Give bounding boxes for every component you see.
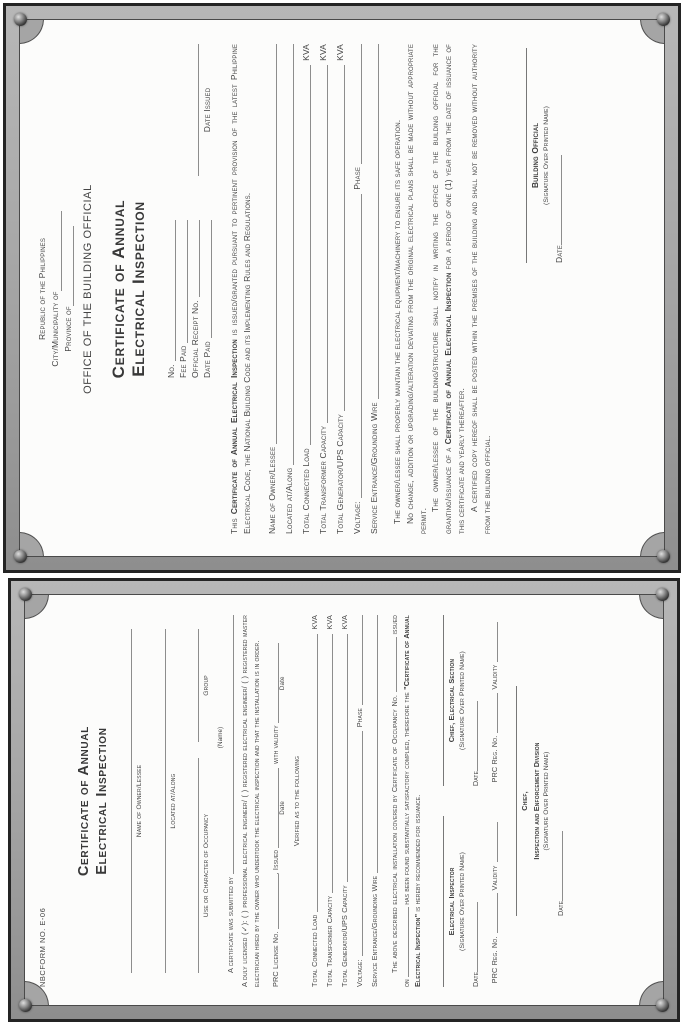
owner-caption: Name of Owner/Lessee xyxy=(135,764,143,838)
blank-service xyxy=(369,44,379,399)
phase-label: Phase xyxy=(355,708,365,728)
prc-license-label: PRC License No. xyxy=(270,931,280,987)
intro-bold: Certificate of Annual Electrical Inspection xyxy=(229,339,240,515)
signature-line xyxy=(524,48,527,263)
connected-load-label: Total Connected Load xyxy=(310,914,320,987)
issued-label: , Issued xyxy=(270,849,280,875)
blank-city xyxy=(53,211,62,291)
building-official-label: Building Official xyxy=(529,122,540,189)
no-label: No. xyxy=(166,364,177,378)
term-3-bold: Certificate of Annual Electrical Inspection xyxy=(443,272,454,445)
blank-issued-on xyxy=(401,907,409,977)
signature-row xyxy=(441,615,481,987)
term-3 xyxy=(429,44,468,534)
date-label: Date xyxy=(471,971,481,987)
blank-load xyxy=(308,634,318,912)
field-list xyxy=(305,615,380,987)
name-caption: (Name) xyxy=(216,726,224,749)
rivet-icon xyxy=(656,588,669,601)
submitted-by-line xyxy=(216,615,236,987)
chief-label: Chief, xyxy=(520,791,530,811)
rivet-icon xyxy=(657,13,670,26)
blank-date xyxy=(553,155,562,245)
blank-transformer xyxy=(318,65,328,423)
blank-located xyxy=(284,44,294,465)
intro-post: is issued/granted pursuant to pertinent provision of the latest Philippine Electrical Code, the National Building Code and its Implementing Rules and Regulations. xyxy=(229,44,252,534)
located-label: Located at/Along xyxy=(283,467,294,534)
service-entrance-label: Service Entrance/Grounding Wire xyxy=(368,402,379,534)
kva-unit: KVA xyxy=(340,615,350,630)
blank-prc-reg xyxy=(488,693,498,733)
certificate-title-line1: Certificate of Annual xyxy=(75,725,92,877)
chief-inspection-division-signature-block xyxy=(514,686,565,916)
blank-issued-date xyxy=(269,768,287,848)
blank-submitted-by xyxy=(216,615,234,874)
blank-group xyxy=(190,629,199,742)
intro-pre: This xyxy=(229,514,240,534)
intro-paragraph xyxy=(228,44,254,534)
recommend-bold: "Certificate of Annual Electrical Inspection" xyxy=(401,615,422,987)
prc-reg-no-label: PRC Reg. No. xyxy=(490,735,500,783)
terms-paragraphs xyxy=(391,44,494,534)
term-4: A certified copy hereof shall be posted within the premises of the building and shall not be removed without authority from the building official. xyxy=(469,44,493,534)
blank-date-paid xyxy=(202,220,212,338)
transformer-capacity-label: Total Transformer Capacity xyxy=(325,895,335,987)
rivet-icon xyxy=(19,588,32,601)
receipt-block xyxy=(166,44,214,534)
generator-capacity-label: Total Generator/UPS Capacity xyxy=(334,414,345,534)
occupancy-caption: Use or Character of Occupancy xyxy=(202,813,210,918)
certificate-frame-bottom xyxy=(8,578,680,1022)
certificate-paper xyxy=(19,19,665,557)
chief-electrical-section-label: Chief, Electrical Section xyxy=(447,658,457,743)
blank-transformer xyxy=(323,634,333,893)
blank-prc-license xyxy=(269,874,279,929)
date-paid-label: Date Paid xyxy=(202,341,213,378)
certificate-paper xyxy=(24,594,664,1006)
date-label: Date xyxy=(553,245,564,263)
blank-occupancy-no xyxy=(389,637,397,692)
duly-licensed-paragraph: A duly licensed (✓): ( ) professional electrical engineer/ ( ) registered electrical engineer/ ( ) registered master electrician hired by the owner who undertook the electrical inspection and that the installation is in order. xyxy=(240,615,261,987)
prc-license-row xyxy=(269,615,287,987)
blank-service xyxy=(368,615,378,873)
blank-date-issued xyxy=(188,44,199,176)
service-entrance-label: Service Entrance/Grounding Wire xyxy=(370,875,380,987)
located-line xyxy=(157,629,180,973)
recommendation-paragraph xyxy=(389,615,423,987)
kva-unit: KVA xyxy=(334,44,345,61)
certificate-frame-top xyxy=(3,3,681,573)
owner-line xyxy=(123,629,146,973)
official-receipt-no-label: Official Receipt No. xyxy=(190,300,201,378)
certificate-annual-electrical-inspection-office-copy xyxy=(20,20,665,557)
blank-prc-reg xyxy=(488,893,498,933)
kva-unit: KVA xyxy=(325,615,335,630)
connected-load-label: Total Connected Load xyxy=(300,448,311,534)
blank-date xyxy=(469,902,478,972)
blank-occupancy xyxy=(190,758,199,973)
blank-generator xyxy=(335,65,345,411)
voltage-label: Voltage: xyxy=(355,959,365,987)
term-2: No change, addition or upgrading/alteration deviating from the original electrical plans shall be made without appropriate permit. xyxy=(404,44,428,534)
term-3-pre: The owner/lessee of the building/structure shall notify in writing the office of the building official for the granting/issuance of a xyxy=(430,44,454,534)
date-caption: Date xyxy=(279,676,287,691)
inspector-prc-reg xyxy=(488,816,500,987)
verified-heading: Verified as to the following xyxy=(292,755,302,847)
term-3-post: for a period of one (1) year from the date of issuance of this certificate and yearly thereafter. xyxy=(443,44,467,534)
blank-voltage xyxy=(353,731,363,956)
term-1: The owner/lessee shall properly maintain the electrical equipment/machinery to ensure its safe operation. xyxy=(391,119,402,524)
rivet-icon xyxy=(657,550,670,563)
transformer-capacity-label: Total Transformer Capacity xyxy=(317,425,328,534)
signature-over-printed-name-caption: (Signature Over Printed Name) xyxy=(542,751,550,851)
prc-registration-row xyxy=(488,615,500,987)
kva-unit: KVA xyxy=(317,44,328,61)
blank-owner xyxy=(123,629,132,973)
blank-generator xyxy=(338,634,348,883)
blank-voltage xyxy=(352,194,362,499)
electrical-inspector-signature-block xyxy=(441,816,481,987)
certificate-title-line1: Certificate of Annual xyxy=(108,199,128,379)
recommend-post1: has been found substantially satisfactory complied, therefore the xyxy=(401,689,411,905)
chief-prc-reg xyxy=(488,615,500,786)
form-number: NBCFORM NO. E-06 xyxy=(38,907,47,987)
blank-province xyxy=(65,226,74,306)
phase-label: Phase xyxy=(351,167,362,190)
signature-line xyxy=(441,816,444,987)
blank-receipt-no xyxy=(190,220,200,297)
blank-no xyxy=(166,220,176,361)
recommend-pre: The above described electrical installation covered by Certificate of Occupancy No. xyxy=(390,694,400,973)
blank-phase xyxy=(352,44,362,164)
voltage-label: Voltage: xyxy=(351,501,362,534)
blank-load xyxy=(301,65,311,445)
submitted-by-label: A certificate was submitted by xyxy=(226,876,236,973)
inspection-enforcement-division-label: Inspection and Enforcement Division xyxy=(531,742,541,860)
office-of-building-official: OFFICE OF THE BUILDING OFFICIAL xyxy=(82,184,95,394)
kva-unit: KVA xyxy=(300,44,311,61)
rivet-icon xyxy=(656,999,669,1012)
blank-phase xyxy=(353,615,363,705)
with-validity-label: with validity xyxy=(270,725,280,764)
date-label: Date xyxy=(471,770,481,787)
blank-located xyxy=(157,629,166,973)
recommend-post2: is hereby recommended for issuance. xyxy=(412,794,422,914)
electrical-inspector-label: Electrical Inspector xyxy=(447,867,457,936)
province-label: Province of xyxy=(62,306,73,352)
validity-label: Validity xyxy=(490,664,500,690)
located-caption: Located at/Along xyxy=(170,773,178,829)
blank-date xyxy=(554,831,563,901)
rivet-icon xyxy=(14,13,27,26)
city-municipality-label: City/Municipality of xyxy=(49,291,60,367)
owner-label: Name of Owner/Lessee xyxy=(266,446,277,534)
date-caption: Date xyxy=(279,801,287,815)
blank-owner xyxy=(267,44,277,444)
occupancy-row xyxy=(190,629,213,973)
blank-validity xyxy=(488,822,498,862)
chief-electrical-section-signature-block xyxy=(441,615,481,786)
recommend-mid: issued on xyxy=(390,615,411,987)
signature-over-printed-name-caption: (Signature Over Printed Name) xyxy=(458,651,466,751)
prc-reg-no-label: PRC Reg. No. xyxy=(490,936,500,984)
certificate-title-line2: Electrical Inspection xyxy=(129,201,149,377)
blank-validity xyxy=(488,622,498,662)
field-list xyxy=(262,44,381,534)
signature-over-printed-name-caption: (Signature Over Printed Name) xyxy=(458,851,466,951)
fee-paid-label: Fee Paid xyxy=(178,345,189,378)
group-caption: Group xyxy=(202,675,210,696)
generator-capacity-label: Total Generator/UPS Capacity xyxy=(340,885,350,987)
signature-line xyxy=(514,686,517,916)
date-label: Date xyxy=(555,900,565,916)
certificate-title-line2: Electrical Inspection xyxy=(93,727,110,875)
republic-line: Republic of the Philippines xyxy=(37,238,47,340)
blank-fee-paid xyxy=(178,220,188,343)
signature-over-printed-name-caption: (Signature Over Printed Name) xyxy=(542,106,550,205)
signature-line xyxy=(441,615,444,786)
nbc-form-e06-certificate xyxy=(25,595,664,1006)
validity-label: Validity xyxy=(490,865,500,891)
blank-date xyxy=(469,701,478,771)
building-official-signature-block xyxy=(524,48,566,263)
date-issued-caption: Date Issued xyxy=(202,87,213,133)
rivet-icon xyxy=(14,550,27,563)
blank-validity-date xyxy=(269,643,287,723)
kva-unit: KVA xyxy=(310,615,320,630)
rivet-icon xyxy=(19,999,32,1012)
